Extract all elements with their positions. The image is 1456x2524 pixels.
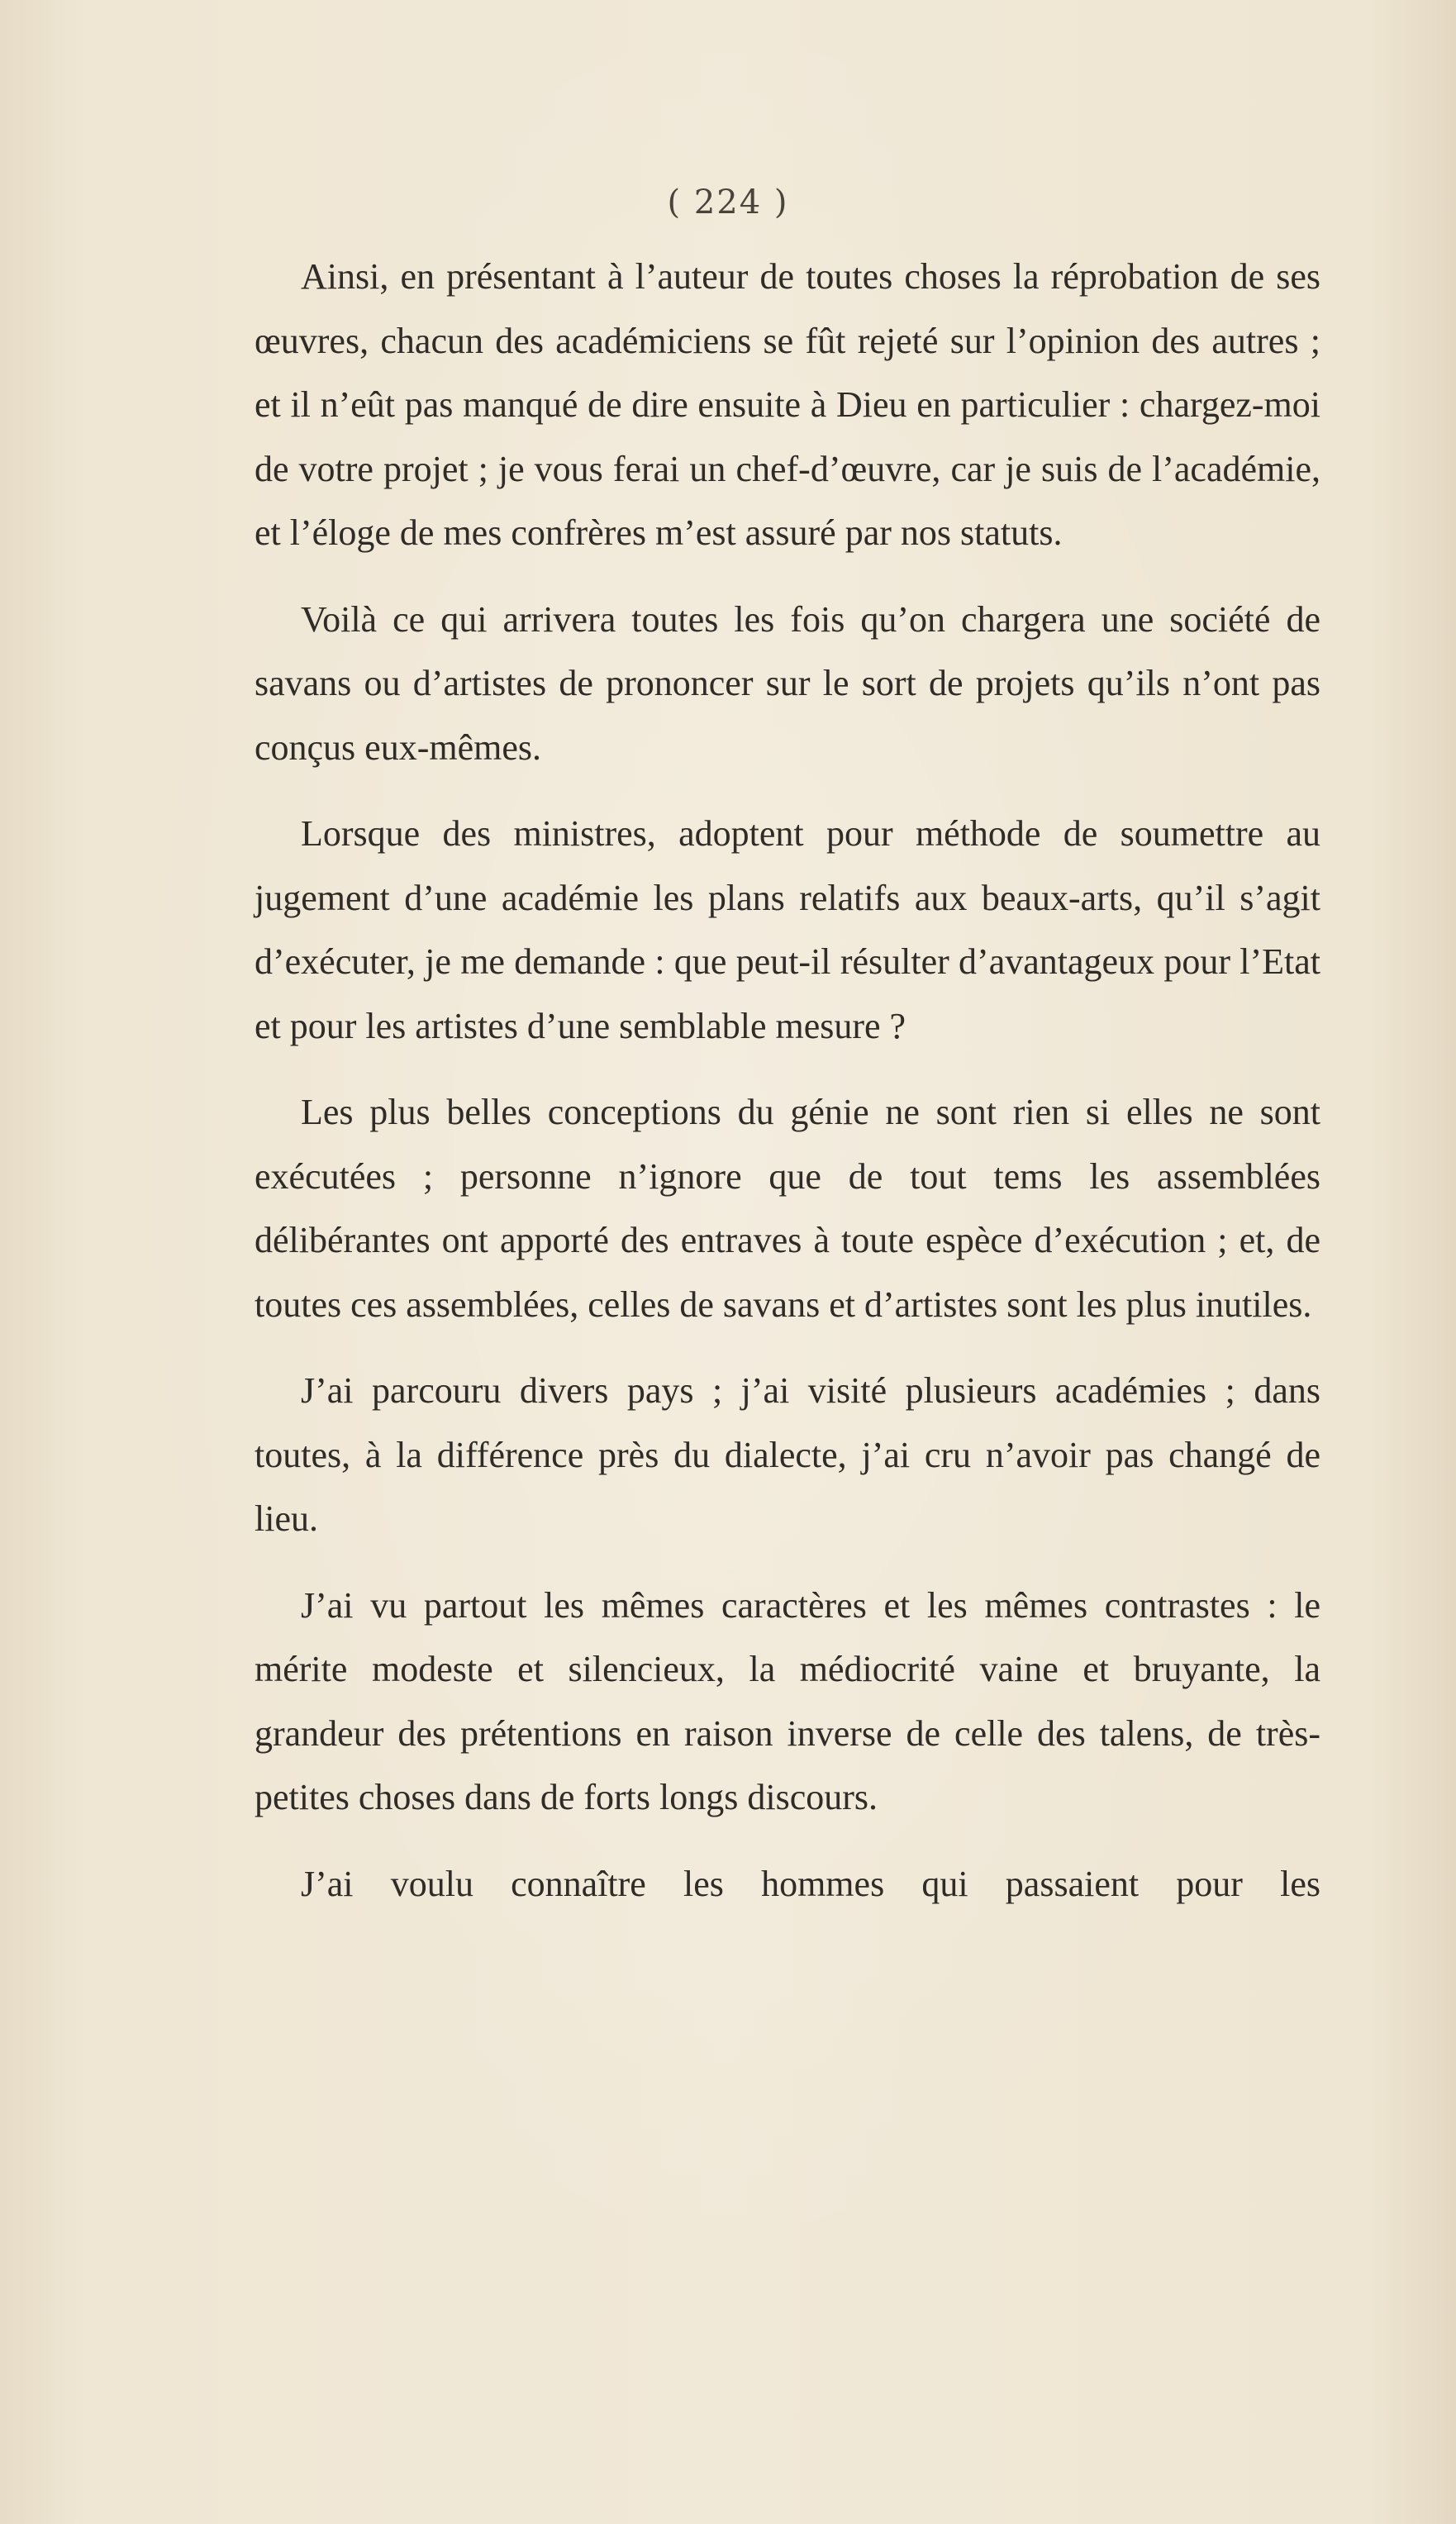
paragraph-3: Lorsque des ministres, adoptent pour méthode de soumettre au jugement d’une académie les plans relatifs aux beaux-arts, qu’il s’agit d’exécuter, je me demande : que peut-il résulter d’avantageux pour l’Etat et pour les artistes d’une semblable mesure ? <box>255 813 1320 1046</box>
body-text <box>255 245 1320 1916</box>
paragraph-6: J’ai vu partout les mêmes caractères et les mêmes contrastes : le mérite modeste et silencieux, la médiocrité vaine et bruyante, la grandeur des prétentions en raison inverse de celle des talens, de très-petites choses dans de forts longs discours. <box>255 1584 1320 1817</box>
paragraph-5: J’ai parcouru divers pays ; j’ai visité plusieurs académies ; dans toutes, à la différence près du dialecte, j’ai cru n’avoir pas changé de lieu. <box>255 1370 1320 1539</box>
paragraph-7: J’ai voulu connaître les hommes qui passaient pour les <box>301 1863 1320 1904</box>
paragraph-1: Ainsi, en présentant à l’auteur de toutes choses la réprobation de ses œuvres, chacun des académiciens se fût rejeté sur l’opinion des autres ; et il n’eût pas manqué de dire ensuite à Dieu en particulier : chargez-moi de votre projet ; je vous ferai un chef-d’œuvre, car je suis de l’académie, et l’éloge de mes confrères m’est assuré par nos statuts. <box>255 256 1320 553</box>
paragraph-4: Les plus belles conceptions du génie ne sont rien si elles ne sont exécutées ; personne n’ignore que de tout tems les assemblées délibérantes ont apporté des entraves à toute espèce d’exécution ; et, de toutes ces assemblées, celles de savans et d’artistes sont les plus inutiles. <box>255 1092 1320 1325</box>
paragraph-2: Voilà ce qui arrivera toutes les fois qu’on chargera une société de savans ou d’artistes de prononcer sur le sort de projets qu’ils n’ont pas conçus eux-mêmes. <box>255 598 1320 768</box>
page-number: ( 224 ) <box>667 183 789 221</box>
